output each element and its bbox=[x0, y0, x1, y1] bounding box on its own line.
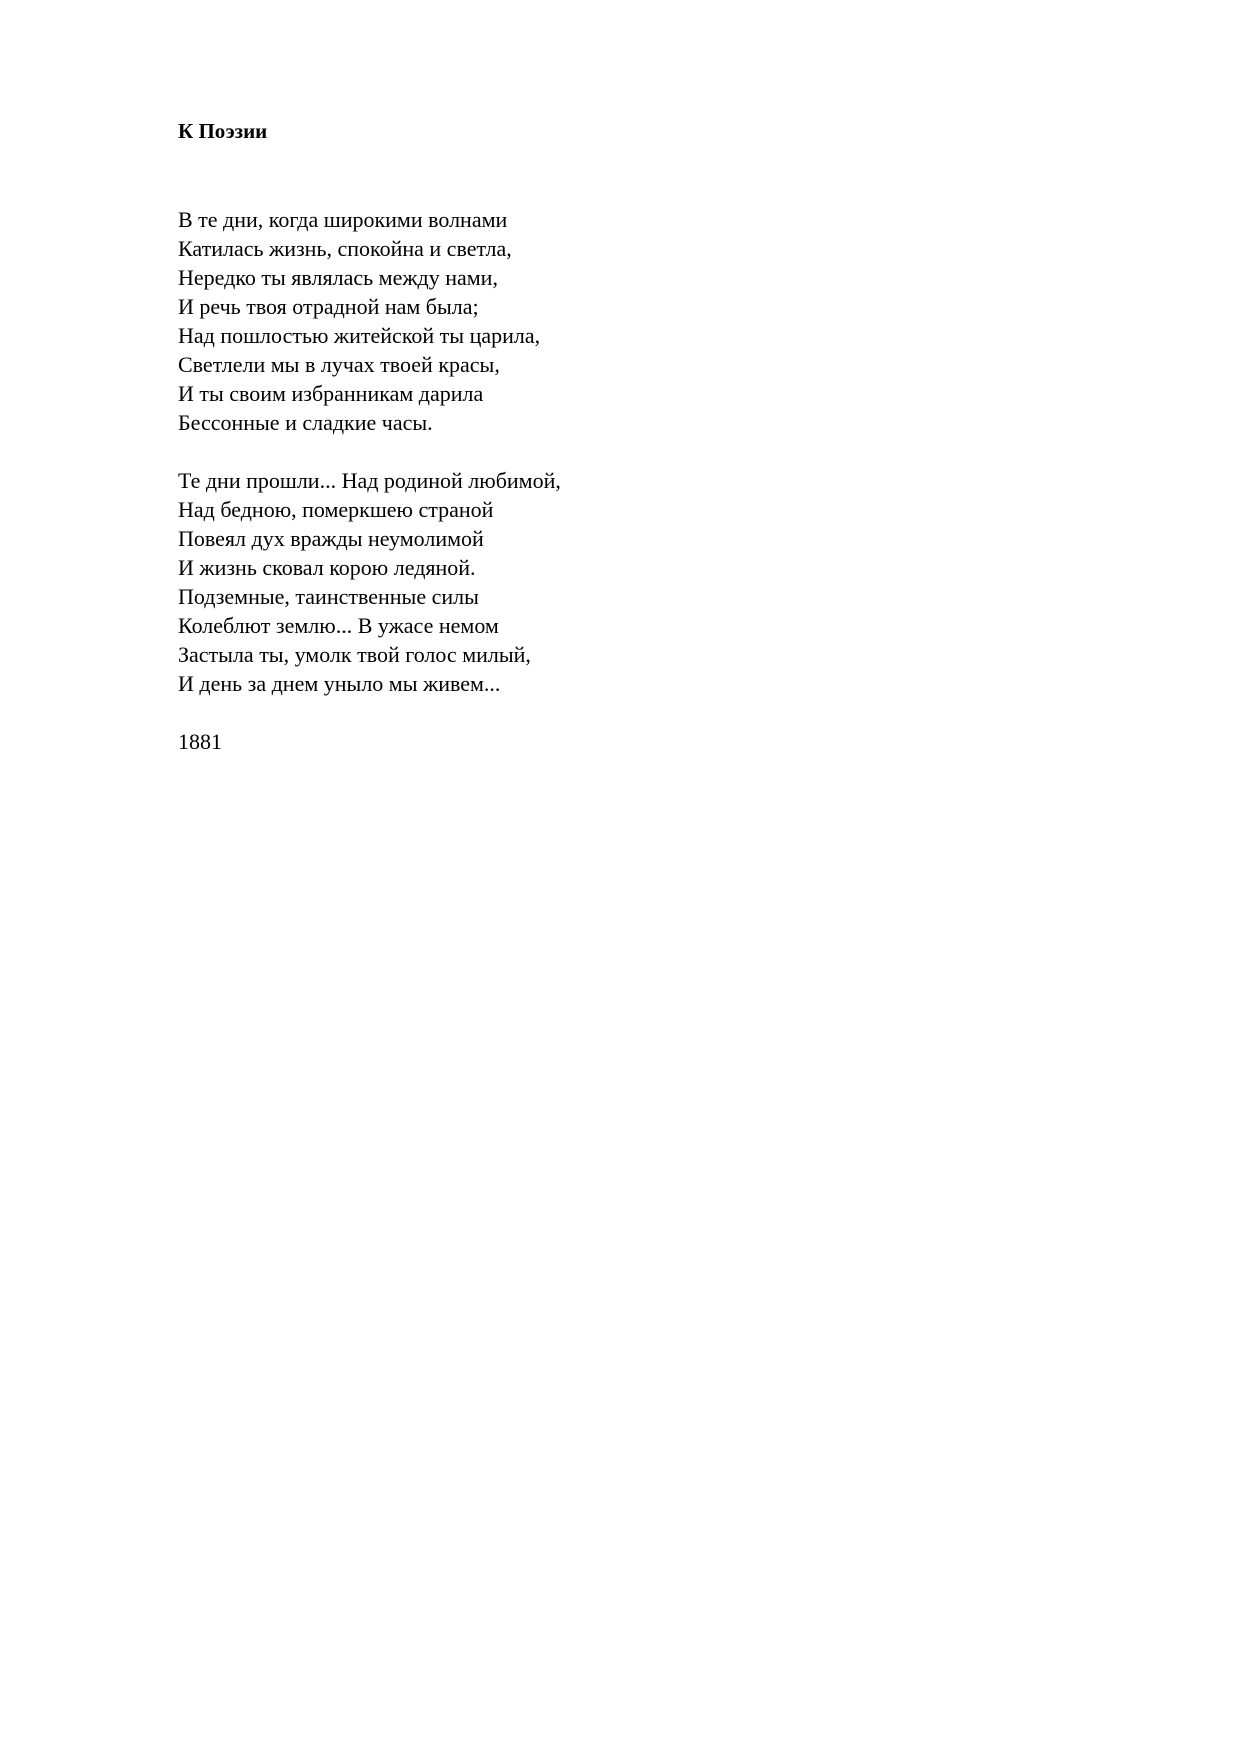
poem-line: Бессонные и сладкие часы. bbox=[178, 410, 433, 435]
stanza-1 bbox=[178, 205, 561, 437]
poem-body bbox=[178, 205, 561, 756]
poem-line: И ты своим избранникам дарила bbox=[178, 381, 484, 406]
poem-line: Колеблют землю... В ужасе немом bbox=[178, 613, 499, 638]
poem-line: Над пошлостью житейской ты царила, bbox=[178, 323, 541, 348]
poem-line: Те дни прошли... Над родиной любимой, bbox=[178, 468, 561, 493]
poem-title: К Поэзии bbox=[178, 119, 268, 143]
poem-line: Подземные, таинственные силы bbox=[178, 584, 479, 609]
poem-line: В те дни, когда широкими волнами bbox=[178, 207, 508, 232]
poem-line: И речь твоя отрадной нам была; bbox=[178, 294, 479, 319]
poem-line: Над бедною, померкшею страной bbox=[178, 497, 494, 522]
poem-line: Катилась жизнь, спокойна и светла, bbox=[178, 236, 512, 261]
poem-year: 1881 bbox=[178, 729, 222, 754]
stanza-2 bbox=[178, 466, 561, 698]
poem-line: И жизнь сковал корою ледяной. bbox=[178, 555, 476, 580]
poem-line: Нередко ты являлась между нами, bbox=[178, 265, 498, 290]
poem-line: Повеял дух вражды неумолимой bbox=[178, 526, 484, 551]
poem-line: Застыла ты, умолк твой голос милый, bbox=[178, 642, 531, 667]
poem-line: И день за днем уныло мы живем... bbox=[178, 671, 501, 696]
poem-line: Светлели мы в лучах твоей красы, bbox=[178, 352, 500, 377]
